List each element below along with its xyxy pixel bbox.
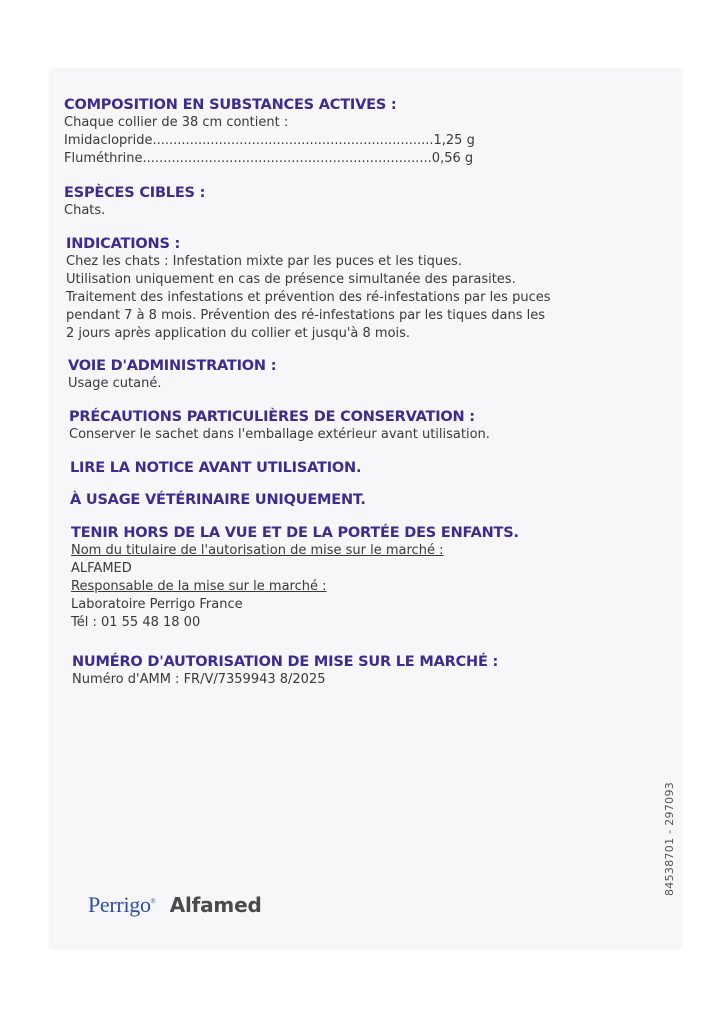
precautions-text: Conserver le sachet dans l'emballage extérieur avant utilisation. [69, 427, 490, 442]
titulaire-section [71, 524, 519, 632]
ingredient-row [64, 132, 475, 150]
titulaire-label: Nom du titulaire de l'autorisation de mise sur le marché : [71, 543, 444, 558]
composition-section [64, 96, 475, 168]
amm-section [72, 653, 498, 689]
indications-line: Chez les chats : Infestation mixte par les puces et les tiques. [66, 254, 462, 269]
precautions-section [69, 408, 490, 444]
ingredient-name: Fluméthrine [64, 151, 143, 166]
ingredient-amount: 0,56 g [431, 151, 474, 166]
amm-text: Numéro d'AMM : FR/V/7359943 8/2025 [72, 672, 326, 687]
responsable-value: Laboratoire Perrigo France [71, 597, 243, 612]
composition-intro: Chaque collier de 38 cm contient : [64, 115, 289, 130]
precautions-heading: PRÉCAUTIONS PARTICULIÈRES DE CONSERVATION : [69, 409, 475, 425]
especes-heading: ESPÈCES CIBLES : [64, 185, 206, 201]
indications-heading: INDICATIONS : [66, 236, 181, 252]
notice-warning: LIRE LA NOTICE AVANT UTILISATION. [70, 460, 362, 476]
voie-section [68, 357, 276, 393]
perrigo-logo-text: Perrigo [88, 892, 151, 917]
trademark-mark: ® [150, 897, 156, 906]
alfamed-logo: Alfamed [169, 893, 262, 917]
dot-leader: ...................................................................... [142, 151, 432, 166]
responsable-label: Responsable de la mise sur le marché : [71, 579, 327, 594]
ingredient-name: Imidaclopride [64, 133, 153, 148]
especes-text: Chats. [64, 203, 106, 218]
indications-line: Utilisation uniquement en cas de présence simultanée des parasites. [66, 272, 516, 287]
ingredient-amount: 1,25 g [433, 133, 475, 148]
indications-section [66, 235, 551, 343]
product-code: 84538701 - 297093 [663, 781, 676, 896]
leaflet-card [50, 70, 681, 948]
indications-line: 2 jours après application du collier et jusqu'à 8 mois. [66, 326, 411, 341]
veterinary-use-warning: À USAGE VÉTÉRINAIRE UNIQUEMENT. [70, 492, 366, 508]
composition-heading: COMPOSITION EN SUBSTANCES ACTIVES : [64, 97, 397, 113]
ingredient-row [64, 150, 475, 168]
children-warning: TENIR HORS DE LA VUE ET DE LA PORTÉE DES ENFANTS. [71, 525, 519, 541]
voie-text: Usage cutané. [68, 376, 162, 391]
dot-leader: .................................................................... [152, 133, 434, 148]
perrigo-logo [88, 892, 156, 918]
amm-heading: NUMÉRO D'AUTORISATION DE MISE SUR LE MARCHÉ : [72, 654, 499, 670]
especes-section [64, 184, 205, 220]
titulaire-value: ALFAMED [71, 561, 132, 576]
brand-logos [88, 892, 262, 918]
telephone: Tél : 01 55 48 18 00 [71, 615, 201, 630]
indications-line: Traitement des infestations et prévention des ré-infestations par les puces [66, 290, 551, 305]
indications-line: pendant 7 à 8 mois. Prévention des ré-infestations par les tiques dans les [66, 308, 546, 323]
voie-heading: VOIE D'ADMINISTRATION : [68, 358, 277, 374]
